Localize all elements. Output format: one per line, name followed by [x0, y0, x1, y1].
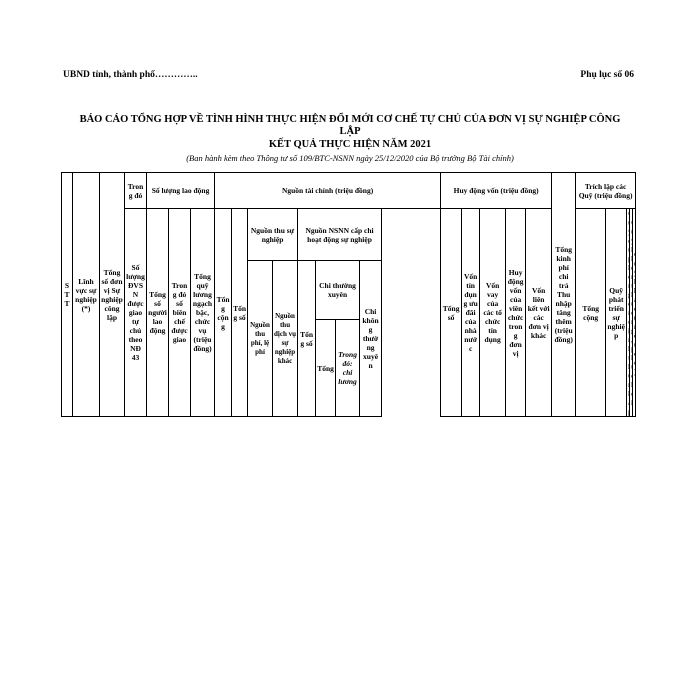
col-tong-so-don-vi: Tổng số đơn vị Sự nghiệp công lập: [100, 173, 125, 417]
col-so-luong-dvsn: Số lượng ĐVSN được giao tự chủ theo NĐ 43: [125, 209, 147, 417]
col-huy-dong-vien-chuc: Huy động vốn của viên chức trong đơn vị: [506, 209, 526, 417]
col-von-vay: Vốn vay của các tổ chức tín dụng: [480, 209, 506, 417]
col-nguon-thu-su-nghiep: Nguồn thu sự nghiệp: [248, 209, 298, 261]
spacer: [382, 209, 441, 417]
col-tong-so-3: Tổng số: [441, 209, 462, 417]
col-tong-cong-2: Tổng cộng: [576, 209, 606, 417]
col-so-luong-lao-dong: Số lượng lao động: [147, 173, 215, 209]
col-trich-lap-quy: Trích lập các Quỹ (triệu đồng): [576, 173, 636, 209]
header-province: UBND tỉnh, thành phố…………..: [63, 70, 198, 80]
col-chi-khong-thuong-xuyen: Chi không thường xuyên: [360, 261, 382, 417]
col-quy-khac: [633, 209, 636, 417]
header-appendix-number: Phụ lục số 06: [580, 70, 634, 80]
col-tong-so-1: Tổng số: [232, 209, 248, 417]
col-tong-so-2: Tổng số: [298, 261, 316, 417]
col-von-lien-ket: Vốn liên kết với các đơn vị khác: [526, 209, 552, 417]
col-trong-do-bien-che: Trong đó số biên chế được giao: [169, 209, 191, 417]
col-tong-kinh-phi: Tổng kinh phí chi trả Thu nhập tăng thêm (triệu đồng): [552, 173, 576, 417]
col-linh-vuc: Lĩnh vực sự nghiệp (*): [73, 173, 100, 417]
report-title: BÁO CÁO TỔNG HỢP VỀ TÌNH HÌNH THỰC HIỆN ĐỔI MỚI CƠ CHẾ TỰ CHỦ CỦA ĐƠN VỊ SỰ NGHIỆP CÔNG LẬP: [79, 114, 621, 137]
report-subtitle-year: KẾT QUẢ THỰC HIỆN NĂM 2021: [268, 139, 432, 150]
col-stt: STT: [62, 173, 73, 417]
col-tong-cong-1: Tổng cộng: [215, 209, 232, 417]
col-trong-do: Trong đó: [125, 173, 147, 209]
col-trong-do-chi-luong: Trong đó: chi lương: [336, 320, 360, 417]
col-nguon-thu-phi: Nguồn thu phí, lệ phí: [248, 261, 273, 417]
col-nguon-thu-dich-vu: Nguồn thu dịch vụ sự nghiệp khác: [273, 261, 298, 417]
col-huy-dong-von: Huy động vốn (triệu đồng): [441, 173, 552, 209]
col-tong-quy-luong: Tổng quỹ lương ngạch bậc, chức vụ (triệu đồng): [191, 209, 215, 417]
col-nguon-nsnn: Nguồn NSNN cấp chi hoạt động sự nghiệp: [298, 209, 382, 261]
col-von-tin-dung: Vốn tín dụng ưu đãi của nhà nước: [462, 209, 480, 417]
report-table: [61, 172, 636, 417]
col-tong: Tổng: [316, 320, 336, 417]
col-quy-phat-trien: Quỹ phát triển sự nghiệp: [606, 209, 627, 417]
report-legal-note: (Ban hành kèm theo Thông tư số 109/BTC-NSNN ngày 25/12/2020 của Bộ trưởng Bộ Tài chính): [186, 153, 514, 163]
col-nguon-tai-chinh: Nguồn tài chính (triệu đồng): [215, 173, 441, 209]
col-tong-so-nguoi-lao-dong: Tổng số người lao động: [147, 209, 169, 417]
col-chi-thuong-xuyen: Chi thường xuyên: [316, 261, 360, 320]
